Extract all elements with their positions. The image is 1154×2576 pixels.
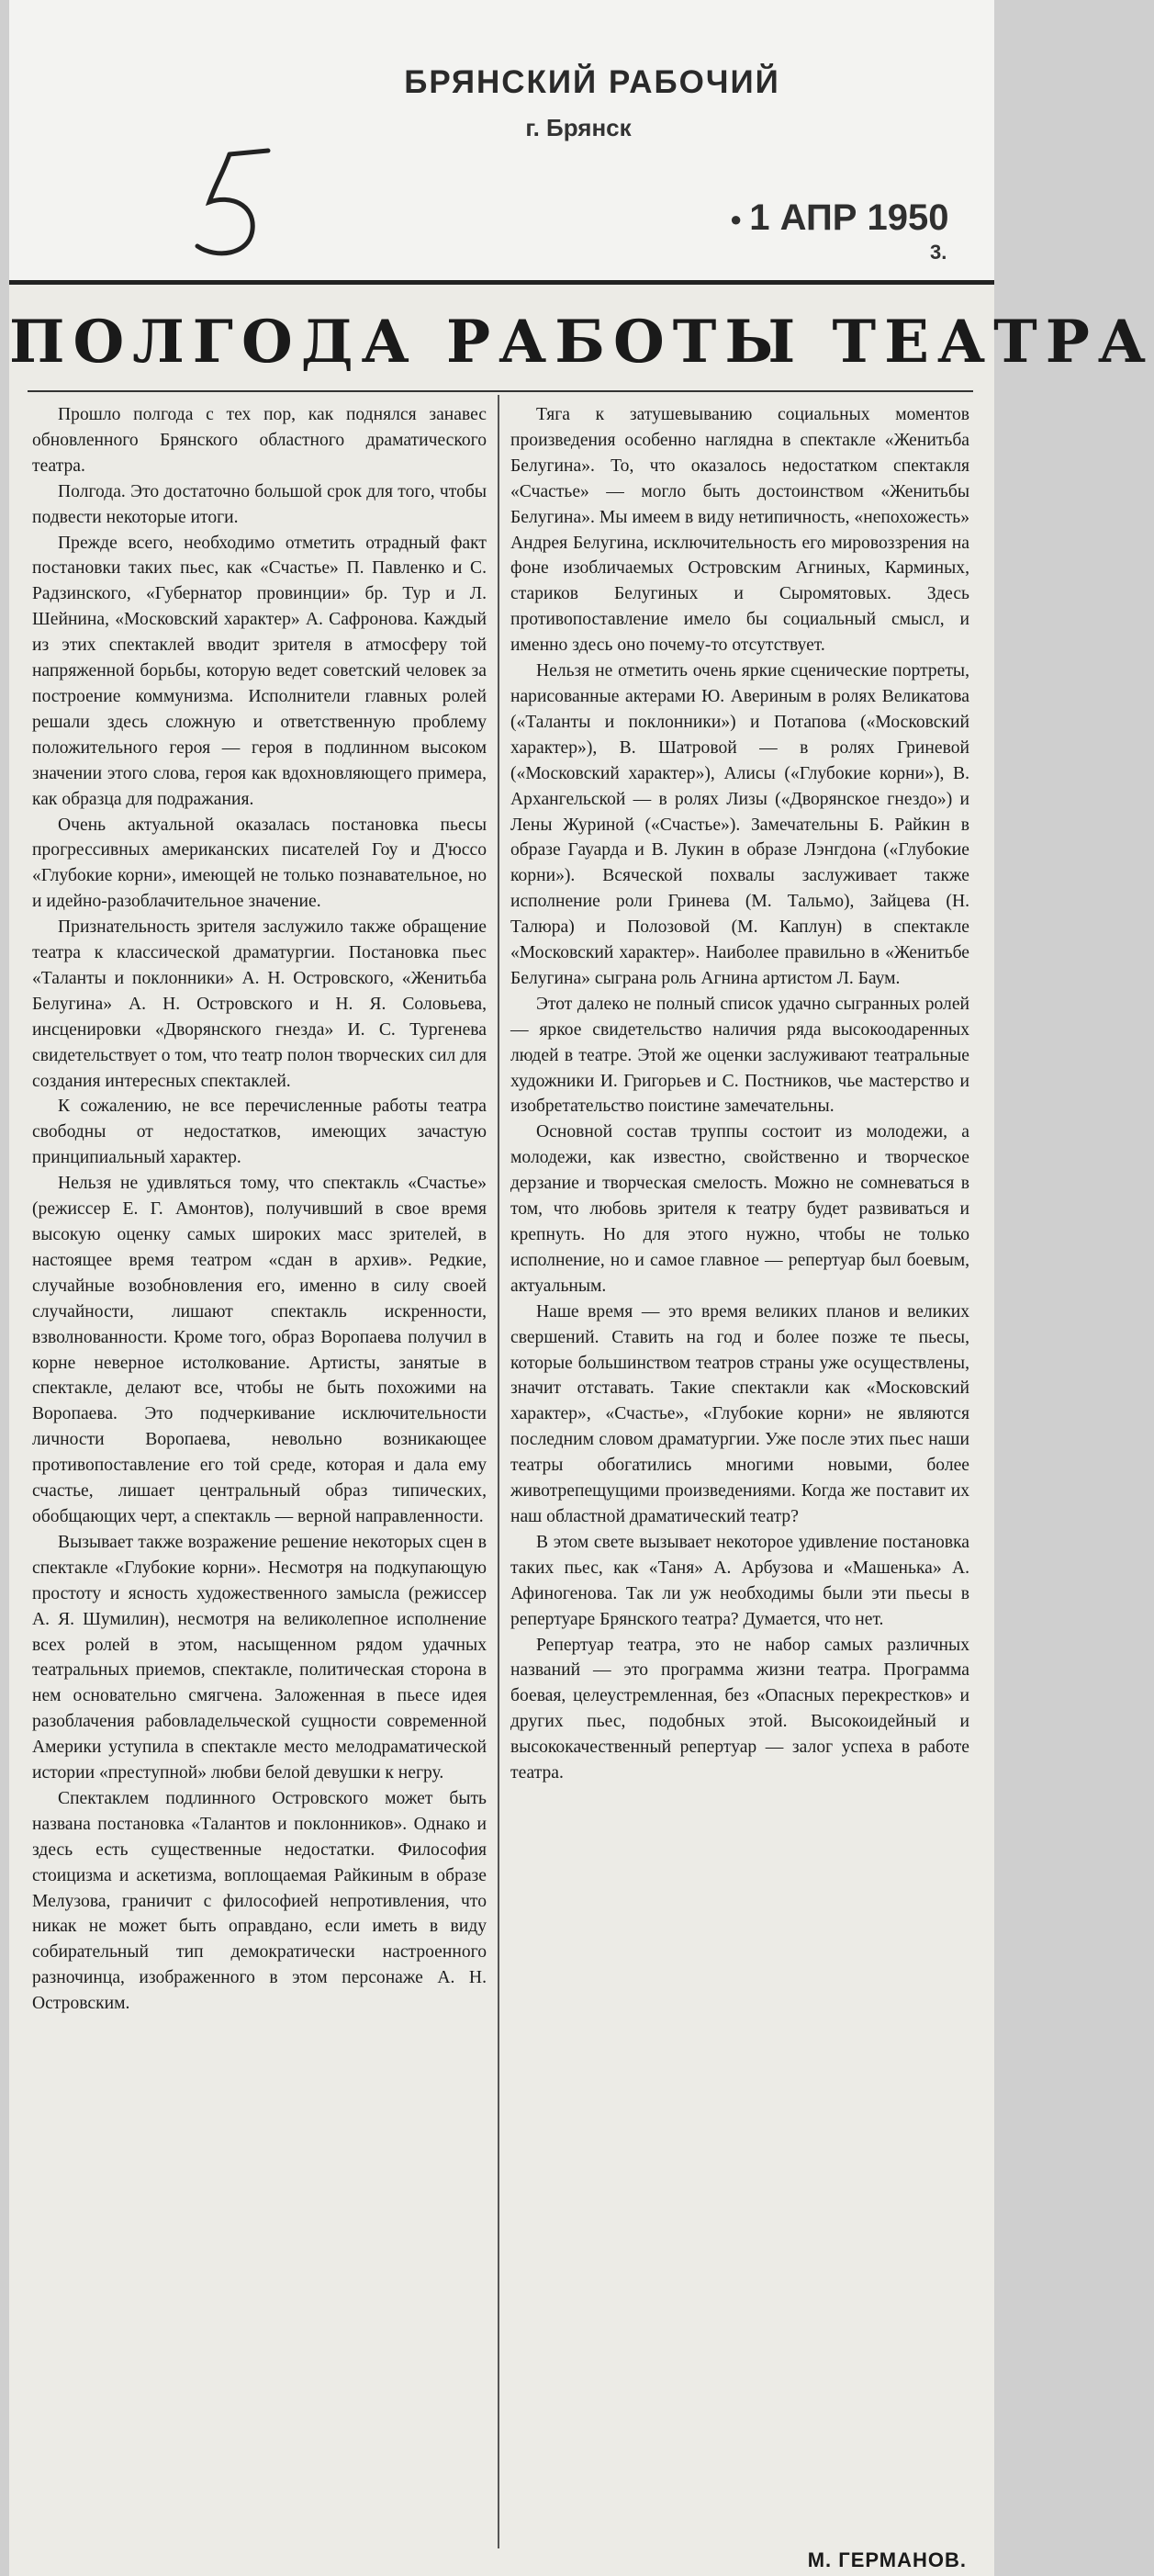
clipping-header-strip (9, 0, 994, 280)
newspaper-page (9, 0, 1154, 2571)
article-column-left (32, 402, 487, 2547)
article-title: ПОЛГОДА РАБОТЫ ТЕАТРА (9, 308, 1154, 377)
page-number: 3. (930, 241, 947, 264)
date-stamp-text: 1 АПР 1950 (749, 197, 949, 238)
article-paragraph: Этот далеко не полный список удачно сыгранных ролей — яркое свидетельство наличия ряда высокоодаренных людей в театре. Этой же оценки заслуживают театральные художники И. Григорьев и С. Постников, чье мастерство и изобретательство поистине замечательны. (510, 994, 969, 1117)
article-paragraph: Тяга к затушевыванию социальных моментов произведения особенно наглядна в спектакле «Женитьба Белугина». То, что оказалось недостатком спектакля «Счастье» — могло быть достоинством «Женитьбы Белугина». Мы имеем в виду нетипичность, «непохожесть» Андрея Белугина, исключительность его мировоззрения на фоне изобличаемых Островским Агниных, Карминых, стариков Белугиных и Сыромятовых. Здесь противопоставление имело бы социальный смысл, и именно здесь оно почему-то отсутствует. (510, 405, 969, 656)
handwritten-number (165, 147, 275, 266)
article-paragraph: Репертуар театра, это не набор самых различных названий — это программа жизни театра. Программа боевая, целеустремленная, без «Опасных перекрестков» и других пьес, подобных этой. Высокоидейный и высококачественный репертуар — залог успеха в работе театра. (510, 1635, 969, 1783)
article-paragraph: Основной состав труппы состоит из молодежи, а молодежи, как известно, свойственно и творческое дерзание и творческая смелость. Можно не сомневаться в том, что любовь зрителя к театру будет развиваться и крепнуть. Но для этого нужно, чтобы не только исполнение, но и самое главное — репертуар был боевым, актуальным. (510, 1122, 969, 1296)
article-author: М. ГЕРМАНОВ. (807, 2548, 967, 2571)
article-paragraph: Прежде всего, необходимо отметить отрадный факт постановки таких пьес, как «Счастье» П. Павленко и С. Радзинского, «Губернатор провинции» бр. Тур и Л. Шейнина, «Московский характер» А. Сафронова. Каждый из этих спектаклей вводит зрителя в атмосферу той напряженной борьбы, которую ведет советский человек за построение коммунизма. Исполнители главных ролей решали здесь сложную и ответственную проблему положительного героя — героя в подлинном высоком значении этого слова, героя как вдохновляющего примера, как образца для подражания. (32, 533, 487, 809)
column-divider (498, 395, 499, 2548)
article-paragraph: Нельзя не отметить очень яркие сценические портреты, нарисованные актерами Ю. Авериным в ролях Великатова («Таланты и поклонники») и Потапова («Московский характер»), В. Шатровой — в ролях Гриневой («Московский характер»), Алисы («Глубокие корни»), В. Архангельской — в ролях Лизы («Дворянское гнездо») и Лены Журиной («Счастье»). Замечательны Б. Райкин в образе Гауарда и В. Лукин в образе Лэнгдона («Глубокие корни»). Всяческой похвалы заслуживает также исполнение роли Гринева (М. Тальмо), Зайцева (Н. Талюра) и Полозовой (М. Каплун) в спектакле «Московский характер». Наиболее правильно в «Женитьбе Белугина» сыграна роль Агнина артистом Л. Баум. (510, 661, 969, 988)
article-paragraph: К сожалению, не все перечисленные работы театра свободны от недостатков, имеющих зачастую принципиальный характер. (32, 1097, 487, 1168)
article-paragraph: Полгода. Это достаточно большой срок для того, чтобы подвести некоторые итоги. (32, 481, 487, 527)
article-paragraph: Наше время — это время великих планов и великих свершений. Ставить на год и более позже те пьесы, которые большинством театров страны уже осуществлены, значит отставать. Такие спектакли как «Московский характер», «Счастье», «Глубокие корни» не являются последним словом драматургии. Уже после этих пьес наши театры обогатились многими новыми, более животрепещущими произведениями. Когда же поставит их наш областной драматический театр? (510, 1301, 969, 1526)
article-paragraph: Вызывает также возражение решение некоторых сцен в спектакле «Глубокие корни». Несмотря на подкупающую простоту и ясность художественного замысла (режиссер А. Я. Шумилин), несмотря на великолепное исполнение всех ролей в этом, насыщенном рядом удачных театральных приемов, спектакле, политическая сторона в нем основательно смягчена. Заложенная в пьесе идея разоблачения рабовладельческой сущности современной Америки уступила в спектакле место мелодраматической истории «преступной» любви белой девушки к негру. (32, 1532, 487, 1783)
stamp-dot-icon: ● (730, 208, 743, 231)
article-paragraph: Прошло полгода с тех пор, как поднялся занавес обновленного Брянского областного драматического театра. (32, 405, 487, 476)
newspaper-city: г. Брянск (525, 114, 632, 141)
title-rule (28, 390, 973, 392)
article-paragraph: Нельзя не удивляться тому, что спектакль «Счастье» (режиссер Е. Г. Амонтов), получивший в свое время высокую оценку самых широких масс зрителей, в настоящее время театром «сдан в архив». Редкие, случайные возобновления его, именно в силу своей случайности, лишают спектакль искренности, взволнованности. Кроме того, образ Воропаева получил в корне неверное истолкование. Артисты, занятые в спектакле, делают все, чтобы не быть похожими на Воропаева. Это подчеркивание исключительности личности Воропаева, невольно возникающее противопоставление его той среде, которая и дала ему счастье, лишает центральный образ типических, обобщающих черт, а спектакль — верной направленности. (32, 1174, 487, 1526)
article-paragraph: Спектаклем подлинного Островского может быть названа постановка «Талантов и поклонников». Однако и здесь есть существенные недостатки. Философия стоицизма и аскетизма, воплощаемая Райкиным в образе Мелузова, граничит с философией непротивления, что никак не может быть оправдано, если иметь в виду собирательный тип демократически настроенного разночинца, изображенного в этом персонаже А. Н. Островским. (32, 1788, 487, 2014)
article-paragraph: В этом свете вызывает некоторое удивление постановка таких пьес, как «Таня» А. Арбузова и «Машенька» А. Афиногенова. Так ли уж необходимы были эти пьесы в репертуаре Брянского театра? Думается, что нет. (510, 1532, 969, 1629)
article-column-right (510, 402, 969, 2547)
article-paragraph: Очень актуальной оказалась постановка пьесы прогрессивных американских писателей Гоу и Д'юссо «Глубокие корни», имеющей не только познавательное, но и идейно-разоблачительное значение. (32, 815, 487, 912)
date-stamp (730, 197, 973, 239)
article-clipping (9, 280, 1154, 2576)
article-paragraph: Признательность зрителя заслужило также обращение театра к классической драматургии. Постановка пьес «Таланты и поклонники» А. Н. Островского, «Женитьба Белугина» А. Н. Островского и Н. Я. Соловьева, инсценировки «Дворянского гнезда» И. С. Тургенева свидетельствует о том, что театр полон творческих сил для создания интересных спектаклей. (32, 917, 487, 1091)
newspaper-name: БРЯНСКИЙ РАБОЧИЙ (404, 64, 780, 100)
